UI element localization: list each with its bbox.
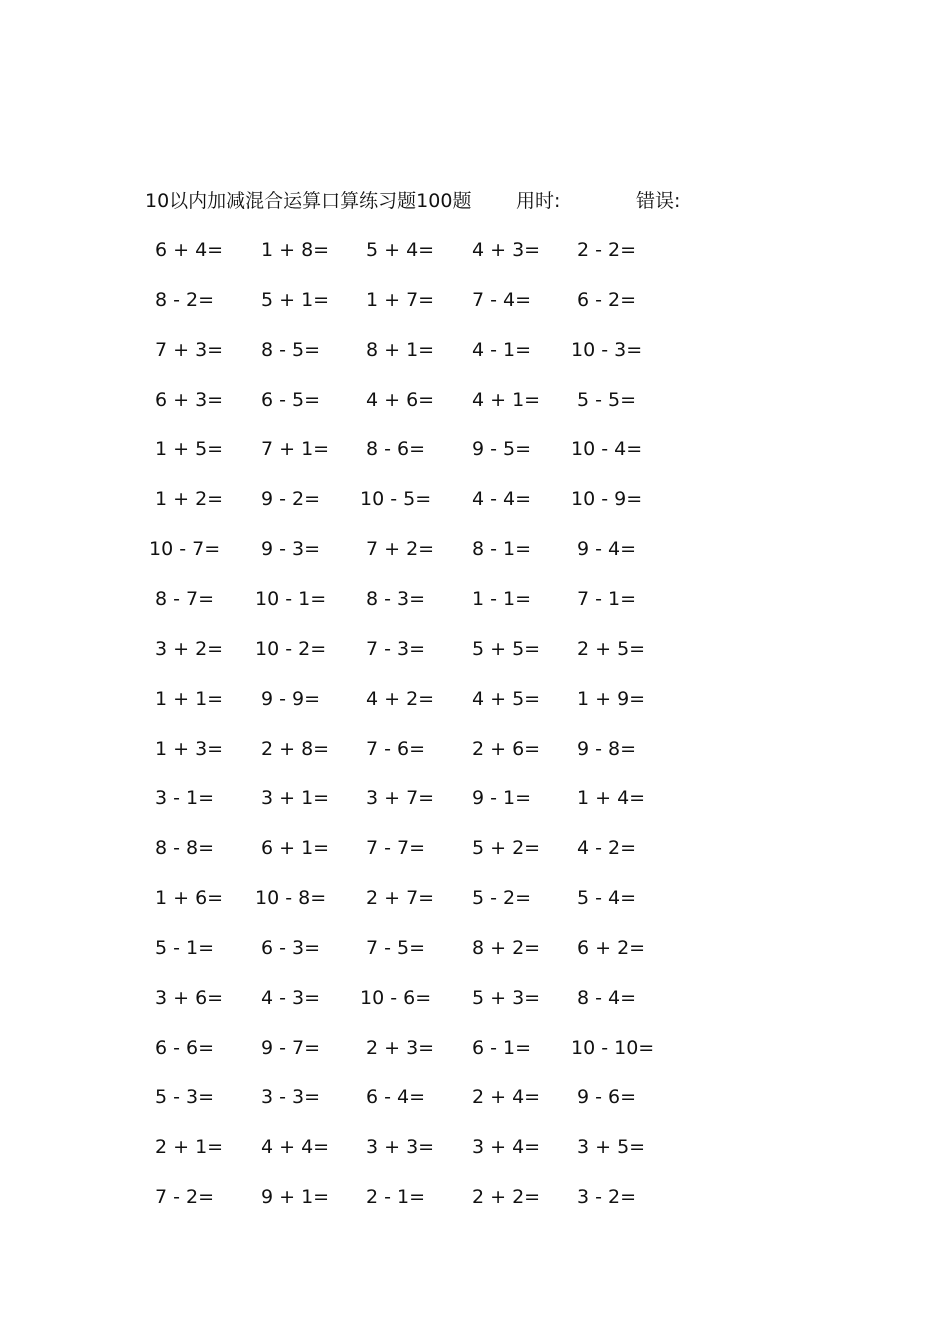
problem-item: 9 - 1= xyxy=(472,787,532,810)
problem-item: 4 + 2= xyxy=(366,687,435,710)
problem-item: 8 - 2= xyxy=(155,288,215,311)
problem-item: 8 - 1= xyxy=(472,538,532,561)
problem-item: 4 - 4= xyxy=(472,488,532,511)
problem-item: 3 + 6= xyxy=(155,986,224,1009)
problem-item: 8 - 5= xyxy=(261,338,321,361)
problem-item: 5 + 5= xyxy=(472,637,541,660)
problem-item: 10 - 1= xyxy=(255,587,327,610)
problem-item: 10 - 8= xyxy=(255,887,327,910)
problem-item: 7 + 3= xyxy=(155,338,224,361)
worksheet-title: 10以内加减混合运算口算练习题100题 xyxy=(145,190,472,212)
problem-item: 8 - 7= xyxy=(155,587,215,610)
problem-item: 7 - 5= xyxy=(366,936,426,959)
problem-item: 5 + 2= xyxy=(472,837,541,860)
problem-item: 1 - 1= xyxy=(472,587,532,610)
problem-item: 10 - 4= xyxy=(571,438,643,461)
problem-item: 4 + 1= xyxy=(472,388,541,411)
problem-item: 3 - 2= xyxy=(577,1186,637,1209)
problem-item: 9 - 2= xyxy=(261,488,321,511)
problem-item: 9 - 8= xyxy=(577,737,637,760)
problem-item: 3 + 4= xyxy=(472,1136,541,1159)
problem-item: 9 - 7= xyxy=(261,1036,321,1059)
problem-item: 6 + 3= xyxy=(155,388,224,411)
problem-item: 2 + 3= xyxy=(366,1036,435,1059)
problem-item: 6 - 3= xyxy=(261,936,321,959)
problem-item: 9 - 6= xyxy=(577,1086,637,1109)
problem-item: 8 - 4= xyxy=(577,986,637,1009)
problem-item: 4 + 4= xyxy=(261,1136,330,1159)
problem-item: 5 - 3= xyxy=(155,1086,215,1109)
problem-item: 2 + 2= xyxy=(472,1186,541,1209)
problem-item: 6 - 4= xyxy=(366,1086,426,1109)
problem-item: 9 - 9= xyxy=(261,687,321,710)
problem-item: 5 - 1= xyxy=(155,936,215,959)
problem-item: 7 - 1= xyxy=(577,587,637,610)
problem-item: 4 - 1= xyxy=(472,338,532,361)
problem-item: 3 + 2= xyxy=(155,637,224,660)
problem-item: 2 + 8= xyxy=(261,737,330,760)
problem-item: 9 + 1= xyxy=(261,1186,330,1209)
time-label: 用时: xyxy=(516,190,561,212)
problem-item: 10 - 3= xyxy=(571,338,643,361)
problem-item: 2 + 4= xyxy=(472,1086,541,1109)
problem-item: 7 + 2= xyxy=(366,538,435,561)
problem-item: 10 - 10= xyxy=(571,1036,655,1059)
problem-item: 9 - 5= xyxy=(472,438,532,461)
problem-item: 7 - 2= xyxy=(155,1186,215,1209)
problem-item: 6 - 5= xyxy=(261,388,321,411)
problem-item: 3 + 1= xyxy=(261,787,330,810)
problem-item: 9 - 3= xyxy=(261,538,321,561)
problem-item: 4 - 2= xyxy=(577,837,637,860)
problem-item: 1 + 7= xyxy=(366,288,435,311)
problem-item: 10 - 6= xyxy=(360,986,432,1009)
problem-item: 5 + 1= xyxy=(261,288,330,311)
problem-item: 5 - 2= xyxy=(472,887,532,910)
problem-item: 7 - 6= xyxy=(366,737,426,760)
problem-item: 2 + 7= xyxy=(366,887,435,910)
problem-item: 3 - 3= xyxy=(261,1086,321,1109)
problem-item: 1 + 9= xyxy=(577,687,646,710)
problem-item: 5 + 4= xyxy=(366,239,435,261)
problem-item: 4 + 3= xyxy=(472,239,541,261)
problem-item: 1 + 2= xyxy=(155,488,224,511)
problem-item: 6 + 1= xyxy=(261,837,330,860)
problem-item: 4 - 3= xyxy=(261,986,321,1009)
problem-item: 2 + 1= xyxy=(155,1136,224,1159)
problem-item: 2 - 1= xyxy=(366,1186,426,1209)
problem-item: 6 - 2= xyxy=(577,288,637,311)
problem-item: 1 + 8= xyxy=(261,239,330,261)
problem-item: 1 + 1= xyxy=(155,687,224,710)
problem-item: 1 + 4= xyxy=(577,787,646,810)
problem-item: 7 + 1= xyxy=(261,438,330,461)
problem-item: 5 - 5= xyxy=(577,388,637,411)
problem-item: 2 + 5= xyxy=(577,637,646,660)
problem-item: 10 - 2= xyxy=(255,637,327,660)
problem-item: 3 + 3= xyxy=(366,1136,435,1159)
problem-item: 3 - 1= xyxy=(155,787,215,810)
problem-item: 6 - 6= xyxy=(155,1036,215,1059)
problem-item: 6 + 4= xyxy=(155,239,224,261)
problem-item: 7 - 3= xyxy=(366,637,426,660)
problem-item: 5 - 4= xyxy=(577,887,637,910)
problem-item: 6 + 2= xyxy=(577,936,646,959)
problem-item: 2 + 6= xyxy=(472,737,541,760)
problem-item: 2 - 2= xyxy=(577,239,637,261)
problem-item: 10 - 7= xyxy=(149,538,221,561)
error-label: 错误: xyxy=(636,190,681,212)
problem-item: 7 - 4= xyxy=(472,288,532,311)
problem-item: 8 - 6= xyxy=(366,438,426,461)
problem-item: 9 - 4= xyxy=(577,538,637,561)
problem-item: 8 - 8= xyxy=(155,837,215,860)
problem-item: 1 + 3= xyxy=(155,737,224,760)
problem-item: 7 - 7= xyxy=(366,837,426,860)
problem-item: 8 + 2= xyxy=(472,936,541,959)
problem-item: 4 + 5= xyxy=(472,687,541,710)
problem-item: 5 + 3= xyxy=(472,986,541,1009)
problem-item: 10 - 5= xyxy=(360,488,432,511)
problem-item: 8 - 3= xyxy=(366,587,426,610)
problem-item: 10 - 9= xyxy=(571,488,643,511)
problem-item: 8 + 1= xyxy=(366,338,435,361)
problem-item: 6 - 1= xyxy=(472,1036,532,1059)
problem-item: 3 + 5= xyxy=(577,1136,646,1159)
problem-item: 3 + 7= xyxy=(366,787,435,810)
problem-item: 1 + 5= xyxy=(155,438,224,461)
problem-item: 1 + 6= xyxy=(155,887,224,910)
problem-item: 4 + 6= xyxy=(366,388,435,411)
